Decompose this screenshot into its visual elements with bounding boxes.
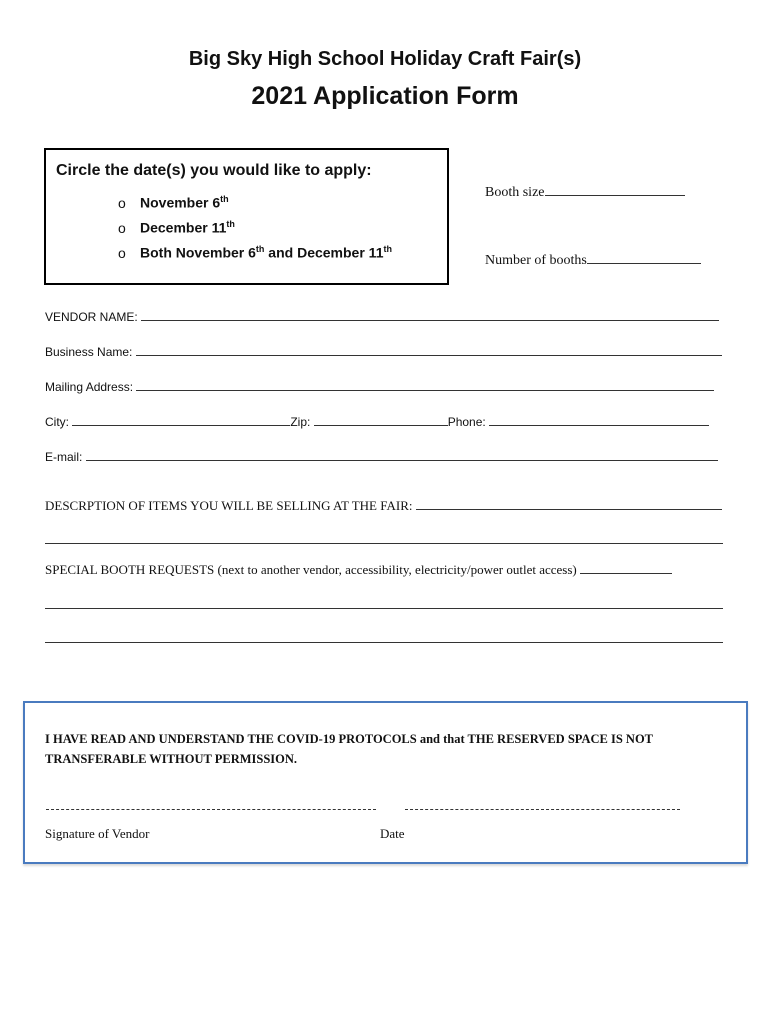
booth-size-field[interactable] [485,185,685,201]
date-label: Date [380,826,405,841]
date-option-text: Both November 6 [140,244,256,261]
date-option-text: December 11 [140,219,227,236]
booth-size-blank[interactable] [545,185,685,196]
date-option-text-tail: and December 11 [264,244,384,261]
zip-label: Zip: [290,415,311,429]
covid-acknowledgement-statement: I HAVE READ AND UNDERSTAND THE COVID-19 PROTOCOLS and that THE RESERVED SPACE IS NOT TRANSFERABLE WITHOUT PERMISSION. [45,732,653,766]
date-selection-box [44,148,449,285]
vendor-name-blank[interactable] [141,310,719,321]
description-line-2[interactable] [45,543,723,544]
date-option-november[interactable] [118,194,229,211]
vendor-name-label: VENDOR NAME: [45,310,138,324]
circle-bullet-icon: o [118,219,126,236]
business-name-field[interactable] [45,345,725,359]
email-label: E-mail: [45,450,83,464]
description-label: DESCRPTION OF ITEMS YOU WILL BE SELLING AT THE FAIR: [45,498,413,513]
booth-size-label: Booth size [485,185,545,200]
school-title: Big Sky High School Holiday Craft Fair(s) [188,48,582,70]
date-option-both[interactable] [118,244,392,261]
mailing-address-blank[interactable] [136,380,714,391]
description-field[interactable] [45,498,725,514]
special-requests-line-3[interactable] [45,642,723,643]
ordinal-suffix: th [383,244,392,254]
special-requests-blank[interactable] [580,563,672,574]
city-label: City: [45,415,69,429]
date-option-december[interactable] [118,219,235,236]
phone-blank[interactable] [489,415,709,426]
business-name-label: Business Name: [45,345,133,359]
phone-label: Phone: [447,415,486,429]
circle-bullet-icon: o [118,244,126,261]
form-title: 2021 Application Form [251,82,519,110]
date-prompt: Circle the date(s) you would like to apply: [56,162,372,179]
mailing-address-label: Mailing Address: [45,380,134,394]
vendor-name-field[interactable] [45,310,725,324]
city-zip-phone-row [45,415,725,429]
email-blank[interactable] [86,450,718,461]
date-option-text: November 6 [140,194,221,211]
city-blank[interactable] [72,415,290,426]
circle-bullet-icon: o [118,194,126,211]
acknowledgement-box [23,701,748,864]
number-of-booths-blank[interactable] [587,253,701,264]
special-requests-label: SPECIAL BOOTH REQUESTS (next to another vendor, accessibility, electricity/power outlet access) [45,562,577,577]
signature-line[interactable] [46,809,376,810]
ordinal-suffix: th [255,244,265,254]
signature-label: Signature of Vendor [45,826,150,841]
mailing-address-field[interactable] [45,380,725,394]
special-requests-field[interactable] [45,562,725,578]
number-of-booths-label: Number of booths [485,253,587,268]
zip-blank[interactable] [314,415,448,426]
ordinal-suffix: th [220,194,229,204]
email-field[interactable] [45,450,725,464]
special-requests-line-2[interactable] [45,608,723,609]
number-of-booths-field[interactable] [485,253,701,269]
business-name-blank[interactable] [136,345,722,356]
date-line[interactable] [405,809,680,810]
description-blank[interactable] [416,499,722,510]
ordinal-suffix: th [226,219,235,229]
